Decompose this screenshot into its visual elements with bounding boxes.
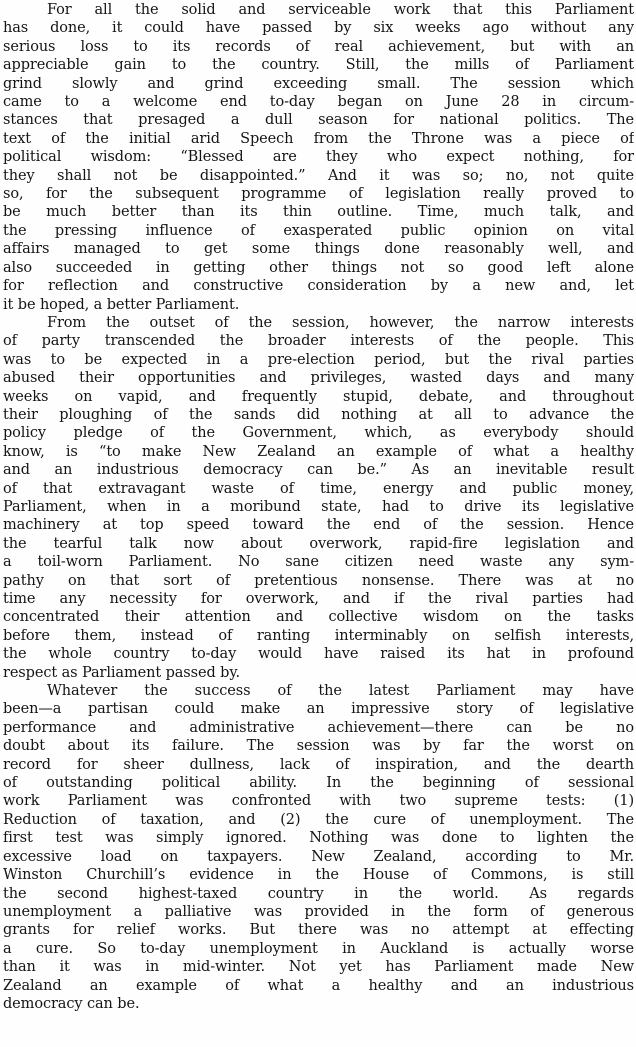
text-line: grants for relief works. But there was no attempt at effecting [3, 922, 634, 939]
text-line: machinery at top speed toward the end of the session. Hence [3, 517, 634, 534]
text-line: text of the initial arid Speech from the Throne was a piece of [3, 130, 634, 147]
text-line: abused their opportunities and privileges, wasted days and many [3, 370, 634, 387]
text-line: for reflection and constructive consideration by a new and, let [3, 278, 634, 295]
text-line: also succeeded in getting other things not so good left alone [3, 259, 634, 276]
text-line: the whole country to-day would have raised its hat in profound [3, 646, 634, 663]
text-line: the pressing influence of exasperated public opinion on vital [3, 222, 634, 239]
text-line: and an industrious democracy can be.” As an inevitable result [3, 462, 634, 479]
text-line: has done, it could have passed by six weeks ago without any [3, 20, 634, 37]
text-line: the tearful talk now about overwork, rapid-fire legislation and [3, 535, 634, 552]
text-line: weeks on vapid, and frequently stupid, debate, and throughout [3, 388, 634, 405]
text-line: been—a partisan could make an impressive story of legislative [3, 701, 634, 718]
text-line: For all the solid and serviceable work that this Parliament [47, 2, 634, 18]
text-line: be much better than its thin outline. Time, much talk, and [3, 204, 634, 221]
text-line: concentrated their attention and collective wisdom on the tasks [3, 609, 634, 626]
text-line: of that extravagant waste of time, energy and public money, [3, 480, 634, 497]
text-line: know, is “to make New Zealand an example of what a healthy [3, 443, 634, 460]
text-line: Zealand an example of what a healthy and an industrious [3, 977, 634, 994]
text-line: Parliament, when in a moribund state, had to drive its legislative [3, 498, 634, 515]
text-line: than it was in mid-winter. Not yet has Parliament made New [3, 959, 634, 976]
text-line: was to be expected in a pre-election period, but the rival parties [3, 351, 634, 368]
article-body [3, 1, 634, 1013]
text-line: policy pledge of the Government, which, as everybody should [3, 425, 634, 442]
text-line: political wisdom: “Blessed are they who expect nothing, for [3, 149, 634, 166]
text-line: excessive load on taxpayers. New Zealand, according to Mr. [3, 848, 634, 865]
text-line: a cure. So to-day unemployment in Auckland is actually worse [3, 940, 634, 957]
text-line: of party transcended the broader interests of the people. This [3, 333, 634, 350]
text-line: a toil-worn Parliament. No sane citizen need waste any sym- [3, 554, 634, 571]
text-line: doubt about its failure. The session was by far the worst on [3, 738, 634, 755]
text-line: Whatever the success of the latest Parliament may have [47, 683, 634, 700]
text-line: record for sheer dullness, lack of inspiration, and the dearth [3, 756, 634, 773]
text-line: of outstanding political ability. In the beginning of sessional [3, 775, 634, 792]
paragraph-1 [3, 1, 634, 314]
text-line: time any necessity for overwork, and if the rival parties had [3, 591, 634, 607]
text-line: affairs managed to get some things done reasonably well, and [3, 241, 634, 258]
text-line: before them, instead of ranting interminably on selfish interests, [3, 627, 634, 644]
text-line: the second highest-taxed country in the world. As regards [3, 885, 634, 902]
paragraph-3 [3, 682, 634, 1013]
text-line: From the outset of the session, however, the narrow interests [47, 314, 634, 331]
paragraph-2 [3, 314, 634, 682]
text-line: first test was simply ignored. Nothing was done to lighten the [3, 830, 634, 847]
text-line: so, for the subsequent programme of legislation really proved to [3, 186, 634, 203]
text-line: Winston Churchill’s evidence in the House of Commons, is still [3, 867, 634, 884]
text-line: performance and administrative achievement—there can be no [3, 719, 634, 736]
text-line: came to a welcome end to-day began on June 28 in circum- [3, 94, 634, 111]
text-line: stances that presaged a dull season for national politics. The [3, 112, 634, 129]
text-line: work Parliament was confronted with two supreme tests: (1) [3, 793, 634, 810]
text-line: their ploughing of the sands did nothing at all to advance the [3, 406, 634, 423]
text-line: Reduction of taxation, and (2) the cure of unemployment. The [3, 811, 634, 828]
text-line: it be hoped, a better Parliament. [3, 296, 240, 313]
text-line: serious loss to its records of real achievement, but with an [3, 38, 634, 55]
text-line: unemployment a palliative was provided in the form of generous [3, 903, 634, 920]
text-line: grind slowly and grind exceeding small. The session which [3, 75, 634, 92]
text-line: appreciable gain to the country. Still, the mills of Parliament [3, 57, 634, 74]
text-line: respect as Parliament passed by. [3, 664, 241, 681]
text-line: democracy can be. [3, 995, 140, 1012]
text-line: they shall not be disappointed.” And it was so; no, not quite [3, 167, 634, 184]
text-line: pathy on that sort of pretentious nonsense. There was at no [3, 572, 634, 589]
